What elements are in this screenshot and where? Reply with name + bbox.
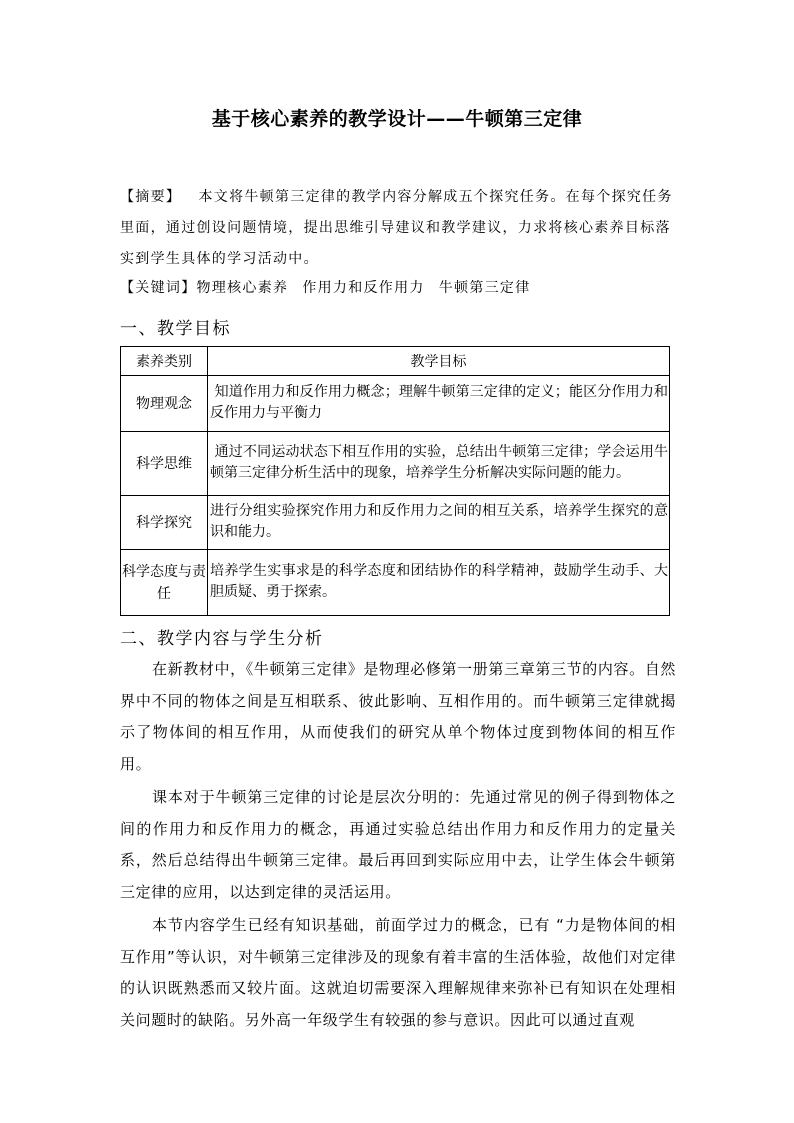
table-header-goal: 教学目标: [208, 347, 670, 376]
keyword-item: 物理核心素养: [196, 280, 289, 296]
abstract-text: 本文将牛顿第三定律的教学内容分解成五个探究任务。在每个探究任务里面，通过创设问题情境，提出思维引导建议和教学建议，力求将核心素养目标落实到学生具体的学习活动中。: [120, 189, 673, 267]
goal-text: 通过不同运动状态下相互作用的实验，总结出牛顿第三定律；学会运用牛顿第三定律分析生活中的现象，培养学生分析解决实际问题的能力。: [210, 444, 668, 481]
goal-text: 进行分组实验探究作用力和反作用力之间的相互关系，培养学生探究的意识和能力。: [210, 503, 668, 540]
paragraph: 在新教材中，《牛顿第三定律》是物理必修第一册第三章第三节的内容。自然界中不同的物体之间是互相联系、彼此影响、互相作用的。而牛顿第三定律就揭示了物体间的相互作用，从而使我们的研究从单个物体过度到物体间的相互作用。: [120, 660, 676, 773]
category-cell: 物理观念: [121, 376, 208, 432]
category-text: 科学态度与责任: [122, 563, 206, 602]
table-row: [121, 376, 670, 432]
category-cell: 科学思维: [121, 432, 208, 496]
category-cell: [121, 550, 208, 616]
goal-cell: [208, 432, 670, 496]
goal-cell: [208, 496, 670, 550]
category-cell: 科学探究: [121, 496, 208, 550]
keywords: [120, 274, 680, 302]
keywords-label: 【关键词】: [120, 280, 197, 296]
abstract: [120, 182, 675, 275]
keyword-item: 作用力和反作用力: [302, 280, 425, 296]
table-row: [121, 432, 670, 496]
paragraph: 本节内容学生已经有知识基础，前面学过力的概念，已有 “力是物体间的相互作用”等认识，对牛顿第三定律涉及的现象有着丰富的生活体验，故他们对定律的认识既熟悉而又较片面。这就迫切需要深入理解规律来弥补已有知识在处理相关问题时的缺陷。另外高一年级学生有较强的参与意识。因此可以通过直观: [120, 916, 676, 1029]
table-row: [121, 550, 670, 616]
goals-table: [120, 346, 670, 616]
table-header-category: 素养类别: [121, 347, 208, 376]
goal-text: 培养学生实事求是的科学态度和团结协作的科学精神，鼓励学生动手、大胆质疑、勇于探索。: [210, 563, 668, 600]
table-row: [121, 496, 670, 550]
goal-cell: [208, 376, 670, 432]
analysis-body: [120, 654, 676, 1038]
goal-cell: [208, 550, 670, 616]
section-heading-goals: 一、教学目标: [120, 319, 231, 339]
section-heading-analysis: 二、教学内容与学生分析: [120, 629, 324, 649]
keyword-item: 牛顿第三定律: [438, 280, 531, 296]
document-title: 基于核心素养的教学设计——牛顿第三定律: [211, 108, 583, 130]
goal-text: 知道作用力和反作用力概念；理解牛顿第三定律的定义；能区分作用力和反作用力与平衡力: [210, 384, 668, 421]
paragraph: 课本对于牛顿第三定律的讨论是层次分明的：先通过常见的例子得到物体之间的作用力和反作用力的概念，再通过实验总结出作用力和反作用力的定量关系，然后总结得出牛顿第三定律。最后再回到实际应用中去，让学生体会牛顿第三定律的应用，以达到定律的灵活运用。: [120, 788, 676, 901]
abstract-label: 【摘要】: [120, 189, 182, 205]
